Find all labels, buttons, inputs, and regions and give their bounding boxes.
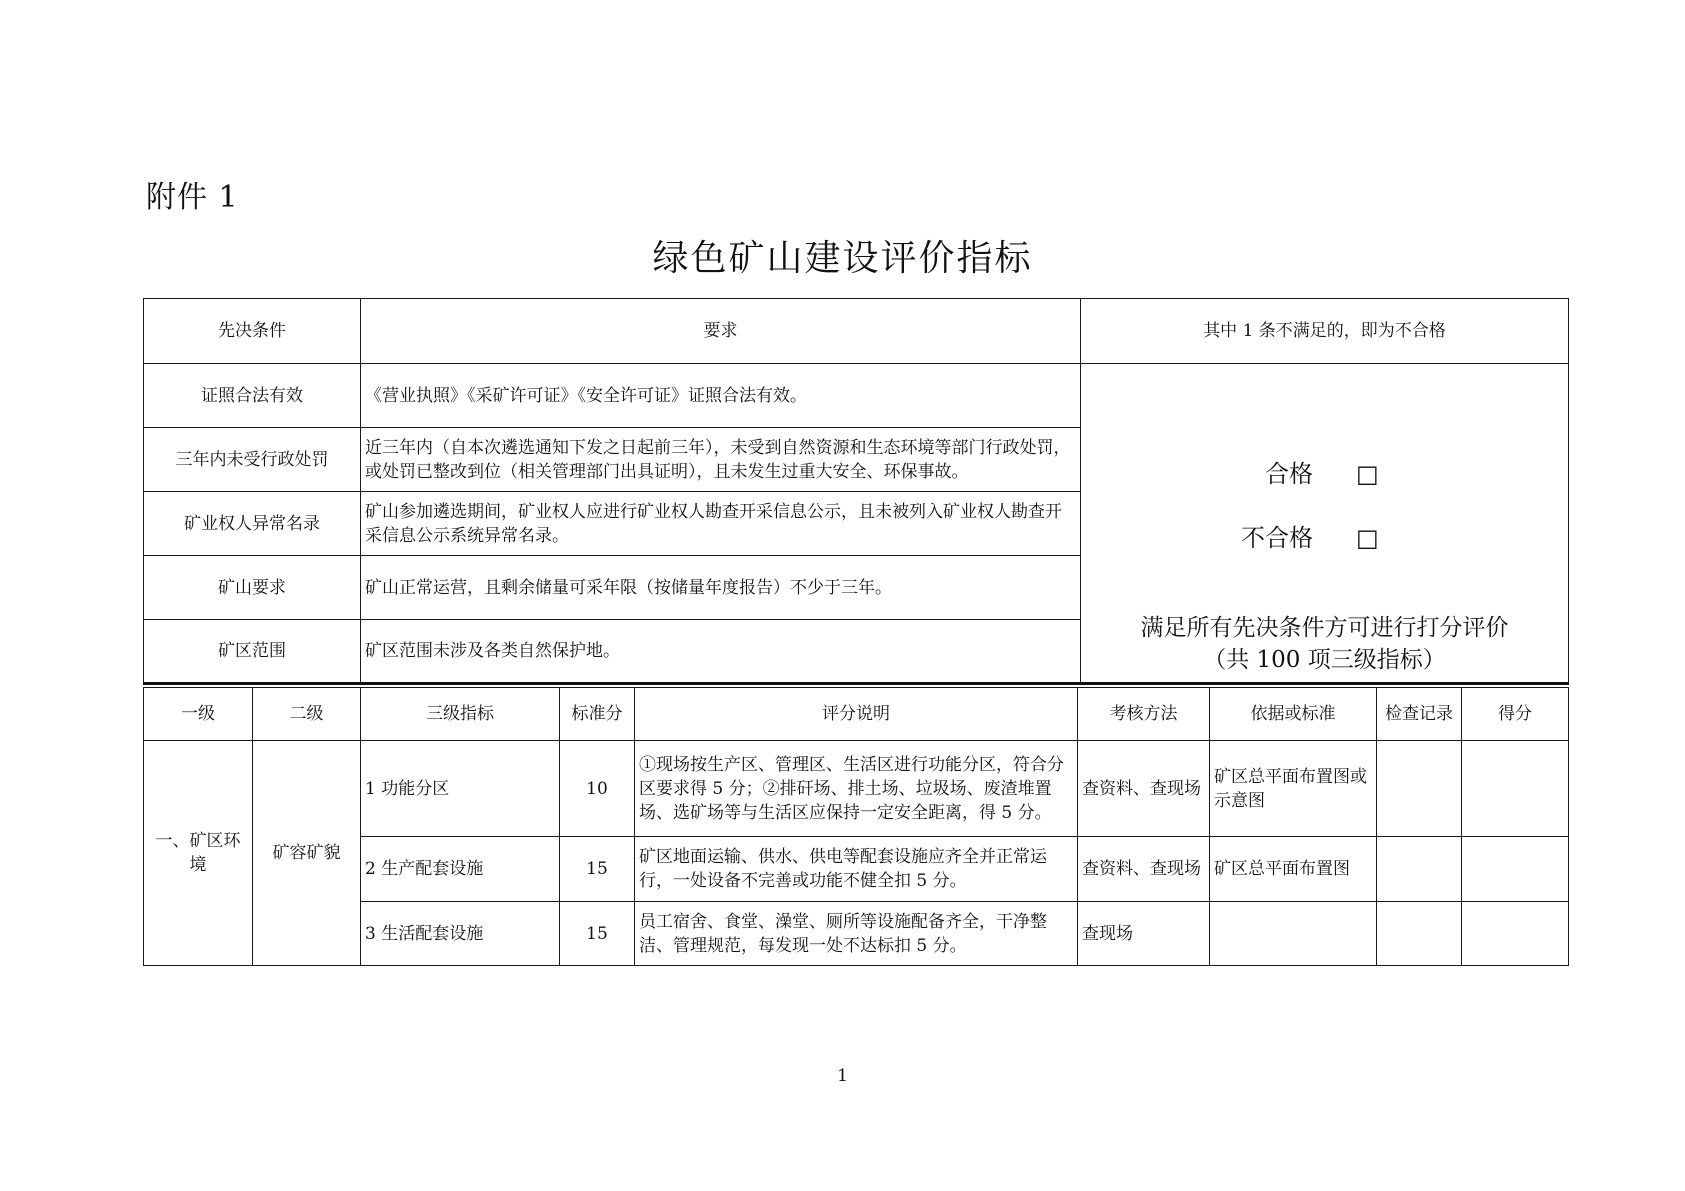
prerequisite-condition: 矿区范围 bbox=[144, 620, 361, 684]
level1-cell: 一、矿区环境 bbox=[144, 741, 253, 966]
header-level3: 三级指标 bbox=[361, 688, 560, 741]
attachment-label: 附件 1 bbox=[146, 180, 239, 215]
header-check-record: 检查记录 bbox=[1377, 688, 1462, 741]
prerequisite-header-condition: 先决条件 bbox=[144, 299, 361, 364]
prerequisite-condition: 三年内未受行政处罚 bbox=[144, 428, 361, 492]
pass-label: 合格 bbox=[1265, 460, 1313, 488]
indicator-record[interactable] bbox=[1377, 741, 1462, 837]
fail-label: 不合格 bbox=[1241, 524, 1313, 552]
page-number: 1 bbox=[837, 1066, 848, 1086]
header-basis: 依据或标准 bbox=[1210, 688, 1377, 741]
indicator-method: 查资料、查现场 bbox=[1078, 741, 1210, 837]
prerequisites-table bbox=[143, 298, 1569, 685]
indicators-table bbox=[143, 687, 1569, 966]
prerequisite-note-line1: 满足所有先决条件方可进行打分评价 bbox=[1140, 615, 1509, 641]
pass-checkbox[interactable]: □ bbox=[1356, 460, 1379, 488]
indicator-points[interactable] bbox=[1462, 837, 1569, 902]
prerequisite-requirement: 近三年内（自本次遴选通知下发之日起前三年），未受到自然资源和生态环境等部门行政处罚，或处罚已整改到位（相关管理部门出具证明），且未发生过重大安全、环保事故。 bbox=[361, 428, 1081, 492]
prerequisite-note-line2: （共 100 项三级指标） bbox=[1203, 647, 1446, 673]
prerequisite-requirement: 矿山参加遴选期间，矿业权人应进行矿业权人勘查开采信息公示，且未被列入矿业权人勘查开采信息公示系统异常名录。 bbox=[361, 492, 1081, 556]
header-standard-score: 标准分 bbox=[560, 688, 635, 741]
indicator-description: 员工宿舍、食堂、澡堂、厕所等设施配备齐全，干净整洁、管理规范，每发现一处不达标扣 5 分。 bbox=[635, 902, 1078, 966]
indicator-record[interactable] bbox=[1377, 902, 1462, 966]
indicator-score: 15 bbox=[560, 837, 635, 902]
indicator-basis: 矿区总平面布置图或示意图 bbox=[1210, 741, 1377, 837]
header-level2: 二级 bbox=[253, 688, 361, 741]
prerequisite-condition: 证照合法有效 bbox=[144, 364, 361, 428]
fail-checkbox[interactable]: □ bbox=[1356, 524, 1379, 552]
indicator-description: ①现场按生产区、管理区、生活区进行功能分区，符合分区要求得 5 分；②排矸场、排土场、垃圾场、废渣堆置场、选矿场等与生活区应保持一定安全距离，得 5 分。 bbox=[635, 741, 1078, 837]
prerequisite-requirement: 《营业执照》《采矿许可证》《安全许可证》证照合法有效。 bbox=[361, 364, 1081, 428]
indicator-basis bbox=[1210, 902, 1377, 966]
header-assessment-method: 考核方法 bbox=[1078, 688, 1210, 741]
prerequisite-condition: 矿山要求 bbox=[144, 556, 361, 620]
prerequisite-row bbox=[144, 364, 1569, 428]
indicator-score: 15 bbox=[560, 902, 635, 966]
prerequisite-header-rule: 其中 1 条不满足的，即为不合格 bbox=[1081, 299, 1569, 364]
indicators-header-row bbox=[144, 688, 1569, 741]
prerequisite-condition: 矿业权人异常名录 bbox=[144, 492, 361, 556]
indicator-basis: 矿区总平面布置图 bbox=[1210, 837, 1377, 902]
header-level1: 一级 bbox=[144, 688, 253, 741]
indicator-method: 查资料、查现场 bbox=[1078, 837, 1210, 902]
prerequisite-verdict-cell bbox=[1081, 364, 1569, 684]
indicator-points[interactable] bbox=[1462, 902, 1569, 966]
prerequisites-header-row bbox=[144, 299, 1569, 364]
indicator-description: 矿区地面运输、供水、供电等配套设施应齐全并正常运行，一处设备不完善或功能不健全扣 5 分。 bbox=[635, 837, 1078, 902]
indicator-name: 1 功能分区 bbox=[361, 741, 560, 837]
level2-cell: 矿容矿貌 bbox=[253, 741, 361, 966]
indicator-points[interactable] bbox=[1462, 741, 1569, 837]
header-points: 得分 bbox=[1462, 688, 1569, 741]
indicator-score: 10 bbox=[560, 741, 635, 837]
header-scoring-notes: 评分说明 bbox=[635, 688, 1078, 741]
indicator-method: 查现场 bbox=[1078, 902, 1210, 966]
document-title: 绿色矿山建设评价指标 bbox=[652, 238, 1033, 279]
table-row bbox=[144, 741, 1569, 837]
indicator-name: 3 生活配套设施 bbox=[361, 902, 560, 966]
prerequisite-requirement: 矿区范围未涉及各类自然保护地。 bbox=[361, 620, 1081, 684]
indicator-name: 2 生产配套设施 bbox=[361, 837, 560, 902]
prerequisite-requirement: 矿山正常运营，且剩余储量可采年限（按储量年度报告）不少于三年。 bbox=[361, 556, 1081, 620]
indicator-record[interactable] bbox=[1377, 837, 1462, 902]
prerequisite-header-requirement: 要求 bbox=[361, 299, 1081, 364]
